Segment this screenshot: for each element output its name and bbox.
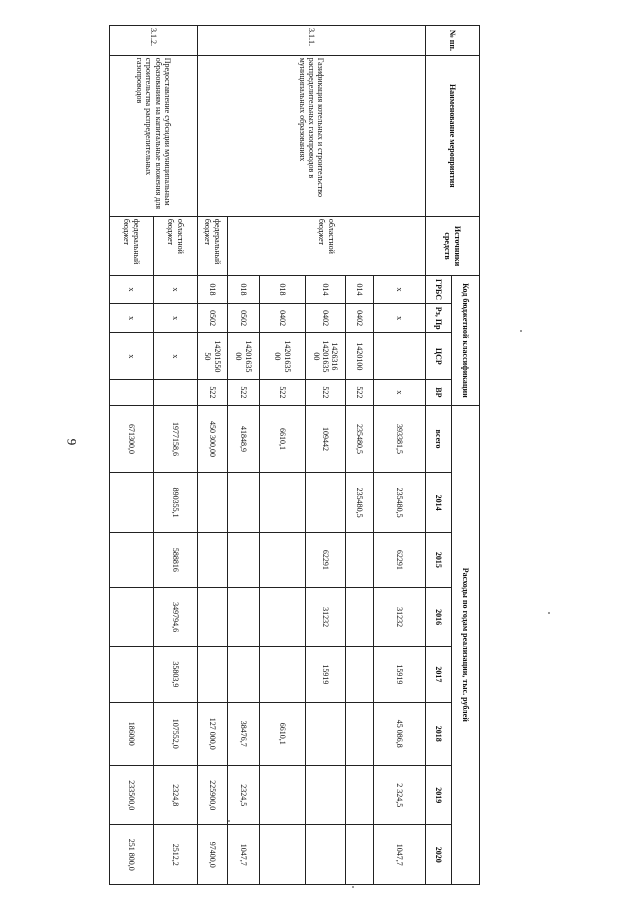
source-cell: областной бюджет [228, 216, 426, 275]
grbs-cell: 014 [346, 276, 374, 304]
grbs-cell: 014 [306, 276, 346, 304]
year-cell: 2512,2 [154, 825, 198, 885]
row-number: 3.1.1. [198, 26, 426, 56]
year-cell: 97400,0 [198, 825, 228, 885]
year-cell: 588816 [154, 532, 198, 587]
year-cell [260, 532, 306, 587]
rzpr-cell: x [110, 303, 154, 333]
scan-speck [228, 820, 230, 822]
header-sources: Источники средств [426, 216, 480, 275]
header-rzpr: Рз, Пр [426, 303, 452, 333]
year-cell [346, 587, 374, 646]
header-year-2017: 2017 [426, 647, 452, 702]
rzpr-cell: 0502 [198, 303, 228, 333]
source-cell: федеральный бюджет [198, 216, 228, 275]
csr-cell: 1426316 14201635 00 [306, 333, 346, 380]
year-cell: 186000 [110, 702, 154, 766]
year-cell: 15919 [374, 647, 426, 702]
header-year-2016: 2016 [426, 587, 452, 646]
total-cell: 41848,9 [228, 405, 260, 473]
table-row [154, 26, 198, 885]
year-cell: 45 086,8 [374, 702, 426, 766]
scan-speck [352, 886, 354, 888]
year-cell: 233500,0 [110, 766, 154, 825]
total-cell: 450 300,00 [198, 405, 228, 473]
header-year-2020: 2020 [426, 825, 452, 885]
csr-cell [374, 333, 426, 380]
year-cell: 6610,1 [260, 702, 306, 766]
vr-cell [110, 380, 154, 405]
rzpr-cell: 0502 [228, 303, 260, 333]
header-year-2018: 2018 [426, 702, 452, 766]
activity-name: Газификация котельных и строительство распределительных газопроводов в муниципальных образованиях [198, 55, 426, 216]
year-cell [110, 532, 154, 587]
csr-cell: 1420100 [346, 333, 374, 380]
year-cell [228, 587, 260, 646]
year-cell: 15919 [306, 647, 346, 702]
year-cell [346, 532, 374, 587]
year-cell: 107552,0 [154, 702, 198, 766]
vr-cell: 522 [346, 380, 374, 405]
expenses-table [109, 25, 480, 885]
year-cell: 2 324,5 [374, 766, 426, 825]
rzpr-cell: x [154, 303, 198, 333]
csr-cell: x [110, 333, 154, 380]
header-year-2014: 2014 [426, 473, 452, 532]
year-cell [198, 532, 228, 587]
header-year-2015: 2015 [426, 532, 452, 587]
year-cell [306, 766, 346, 825]
total-cell: 6610,1 [260, 405, 306, 473]
year-cell [228, 647, 260, 702]
row-number: 3.1.2. [110, 26, 198, 56]
year-cell [110, 647, 154, 702]
table-row [374, 26, 426, 885]
year-cell [198, 587, 228, 646]
header-name: Наименование мероприятия [426, 55, 480, 216]
vr-cell: 522 [260, 380, 306, 405]
csr-cell: x [154, 333, 198, 380]
grbs-cell: 018 [228, 276, 260, 304]
rzpr-cell: 0402 [346, 303, 374, 333]
year-cell: 2324,5 [228, 766, 260, 825]
total-cell: 671300,0 [110, 405, 154, 473]
year-cell [306, 702, 346, 766]
year-cell: 31232 [374, 587, 426, 646]
year-cell [260, 647, 306, 702]
year-cell: 1047,7 [228, 825, 260, 885]
year-cell: 38476,7 [228, 702, 260, 766]
year-cell: 2324,8 [154, 766, 198, 825]
activity-name: Предоставление субсидии муниципальным образованиям на капитальные вложения для строительства распределительных газопроводов [110, 55, 198, 216]
total-cell: 235480,5 [346, 405, 374, 473]
year-cell [198, 647, 228, 702]
year-cell: 349794,6 [154, 587, 198, 646]
year-cell: 62291 [374, 532, 426, 587]
year-cell: 225900,0 [198, 766, 228, 825]
grbs-cell: 018 [198, 276, 228, 304]
vr-cell: x [374, 380, 426, 405]
year-cell [228, 532, 260, 587]
header-csr: ЦСР [426, 333, 452, 380]
scan-speck [548, 612, 550, 614]
year-cell [346, 647, 374, 702]
rotated-table-region [105, 25, 480, 905]
vr-cell: 522 [228, 380, 260, 405]
year-cell: 251 800,0 [110, 825, 154, 885]
header-total: всего [426, 405, 452, 473]
year-cell [260, 473, 306, 532]
grbs-cell: x [110, 276, 154, 304]
vr-cell: 522 [198, 380, 228, 405]
scan-speck [520, 330, 522, 332]
total-cell: 393381,5 [374, 405, 426, 473]
year-cell [228, 473, 260, 532]
header-grbs: ГРБС [426, 276, 452, 304]
year-cell: 1047,7 [374, 825, 426, 885]
csr-cell: 14201635 00 [228, 333, 260, 380]
year-cell: 127 000,0 [198, 702, 228, 766]
header-year-2019: 2019 [426, 766, 452, 825]
year-cell [260, 587, 306, 646]
year-cell [260, 766, 306, 825]
source-cell: областной бюджет [154, 216, 198, 275]
grbs-cell: 018 [260, 276, 306, 304]
year-cell [260, 825, 306, 885]
year-cell: 235480,5 [346, 473, 374, 532]
header-expenses: Расходы по годам реализации, тыс. рублей [452, 405, 480, 884]
page-number: 9 [64, 438, 80, 446]
grbs-cell: x [154, 276, 198, 304]
year-cell: 890355,1 [154, 473, 198, 532]
csr-cell: 14201635 00 [260, 333, 306, 380]
year-cell [198, 473, 228, 532]
header-no: № пп. [426, 26, 480, 56]
grbs-cell: x [374, 276, 426, 304]
year-cell [306, 825, 346, 885]
year-cell [346, 825, 374, 885]
year-cell [110, 587, 154, 646]
year-cell [346, 702, 374, 766]
year-cell: 31232 [306, 587, 346, 646]
table-rotation-frame [105, 25, 480, 905]
header-budget-code: Код бюджетной классификации [452, 276, 480, 405]
rzpr-cell: 0402 [260, 303, 306, 333]
year-cell [110, 473, 154, 532]
header-vr: ВР [426, 380, 452, 405]
vr-cell: 522 [306, 380, 346, 405]
csr-cell: 14201550 50 [198, 333, 228, 380]
year-cell [346, 766, 374, 825]
total-cell: 1977158,6 [154, 405, 198, 473]
year-cell [306, 473, 346, 532]
year-cell: 35803,9 [154, 647, 198, 702]
rzpr-cell: 0402 [306, 303, 346, 333]
vr-cell [154, 380, 198, 405]
year-cell: 62291 [306, 532, 346, 587]
year-cell: 235480,5 [374, 473, 426, 532]
total-cell: 109442 [306, 405, 346, 473]
source-cell: федеральный бюджет [110, 216, 154, 275]
rzpr-cell: x [374, 303, 426, 333]
